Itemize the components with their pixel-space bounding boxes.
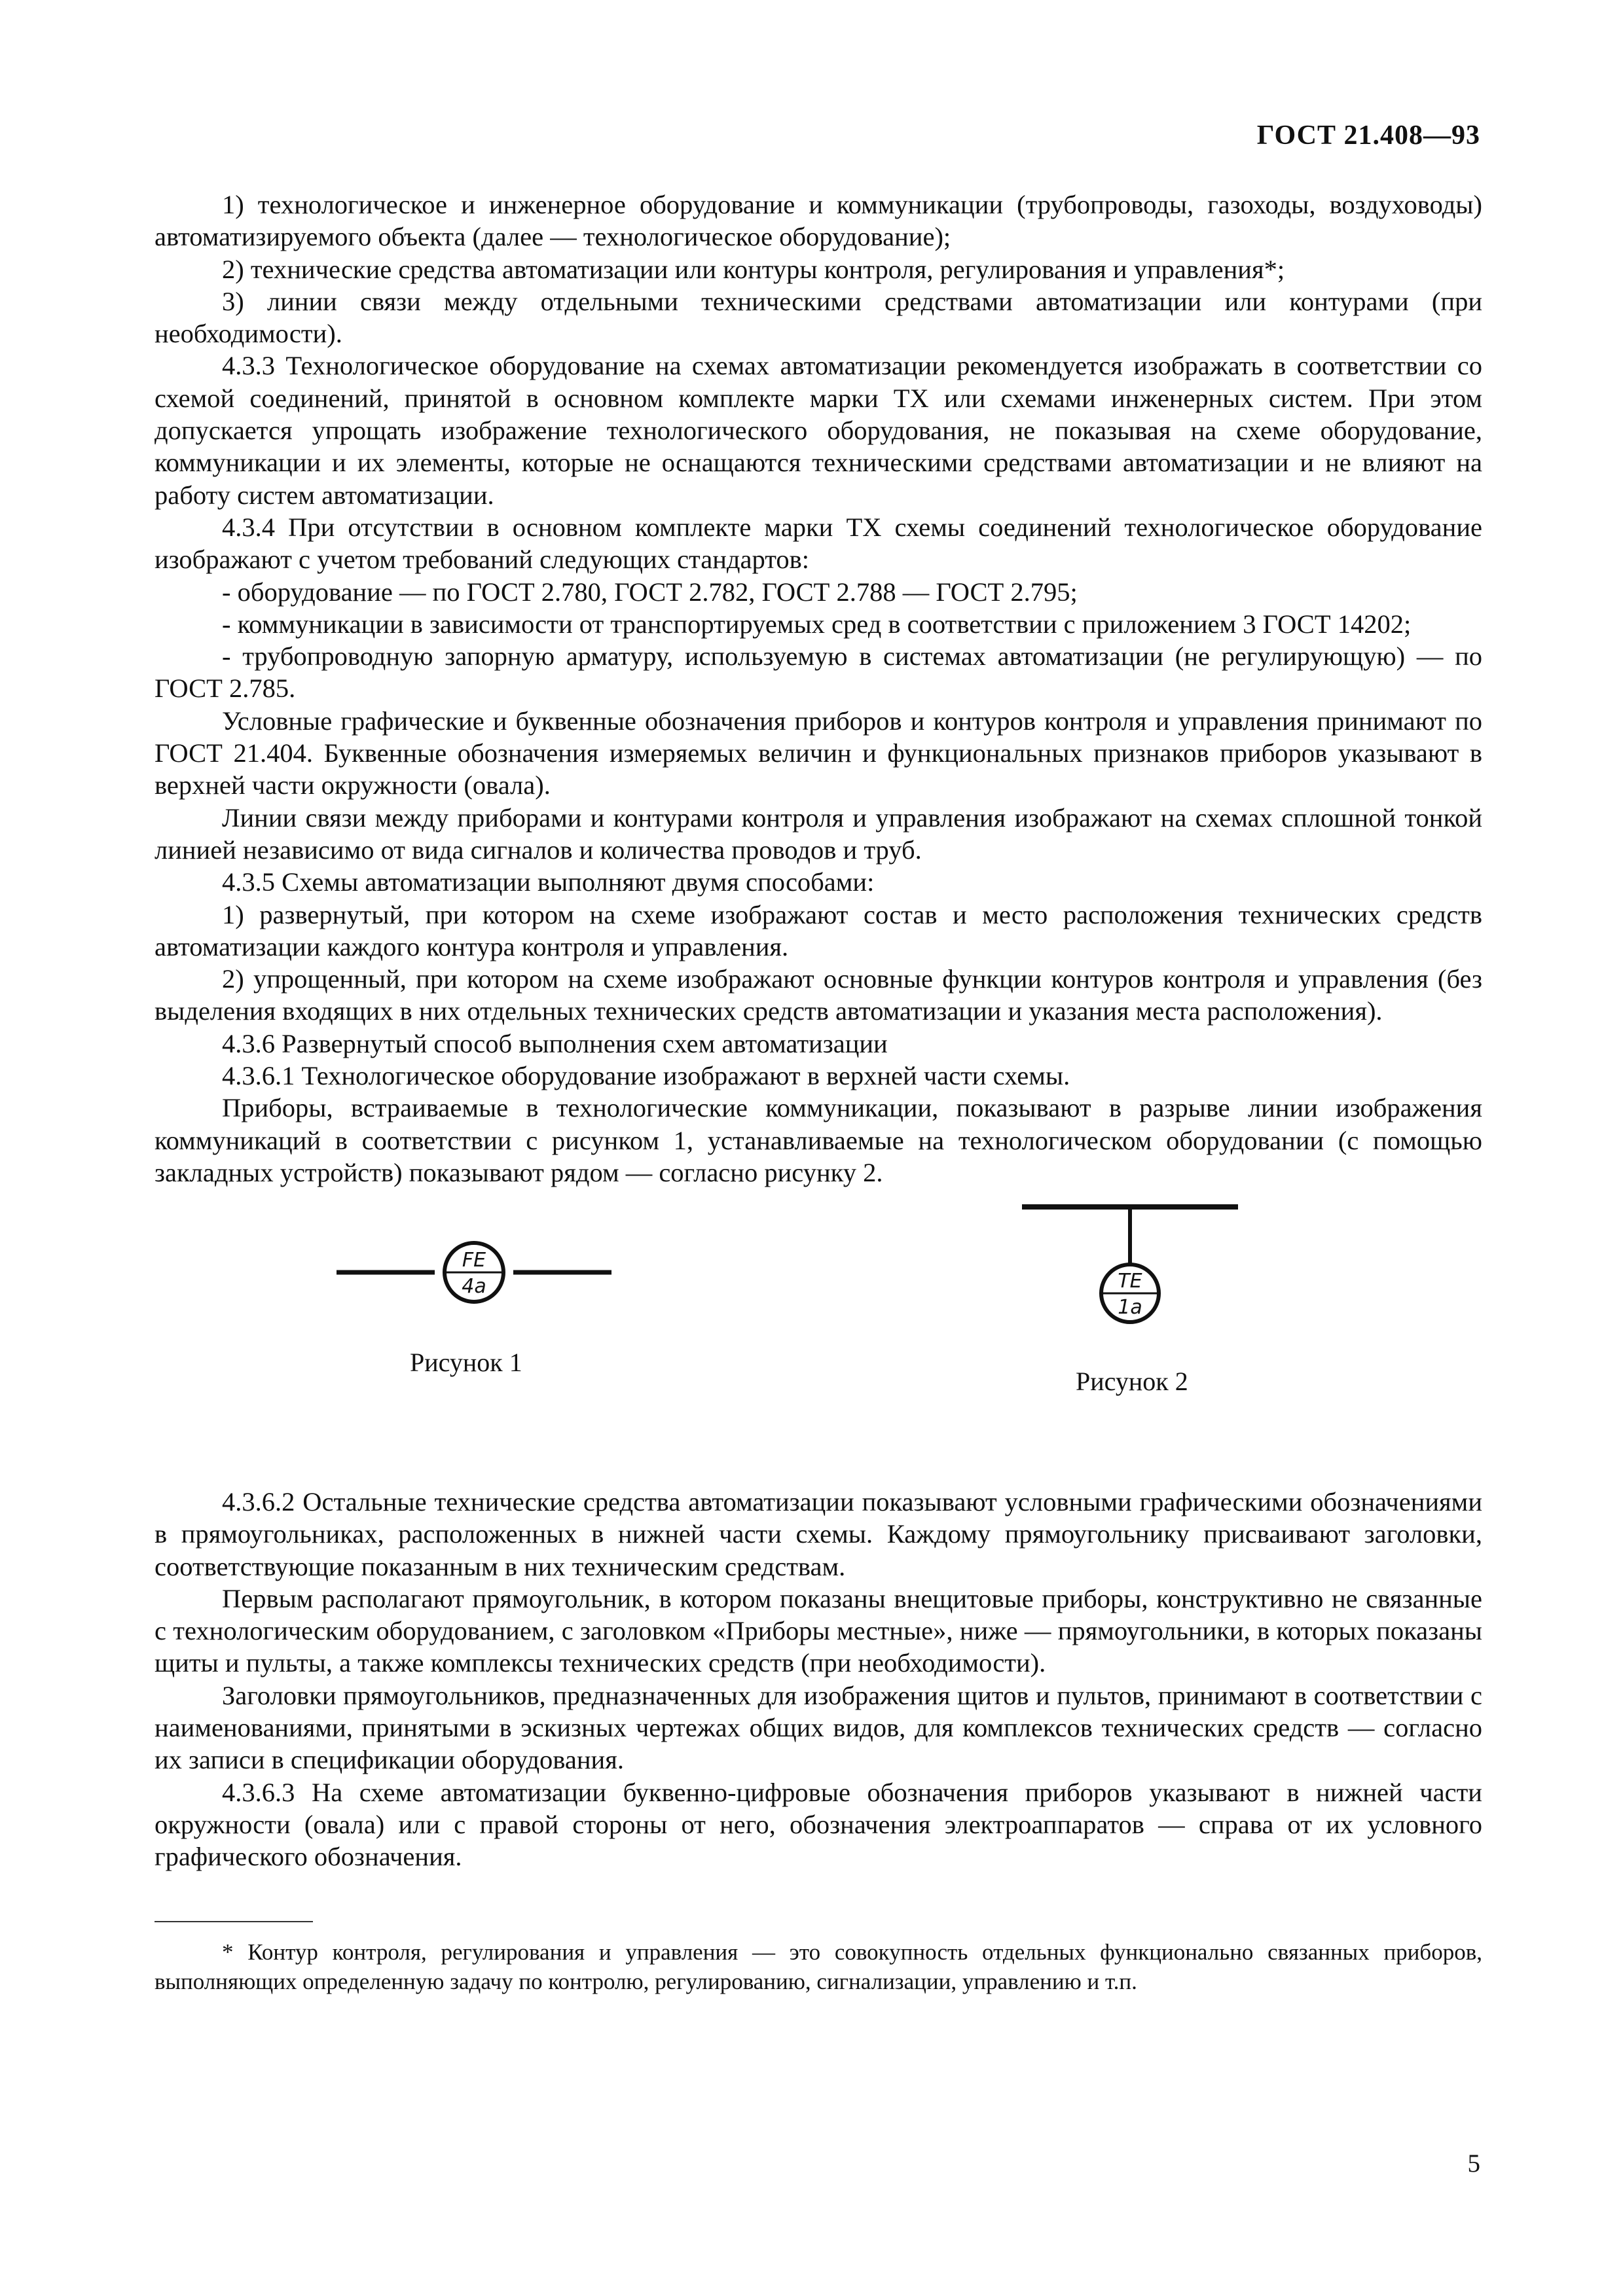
page-number: 5	[1467, 2149, 1480, 2178]
footnote	[155, 1937, 1482, 1996]
instrument-label-top: TE	[1118, 1270, 1142, 1293]
paragraph: Линии связи между приборами и контурами контроля и управления изображают на схемах сплошной тонкой линией независимо от вида сигналов и количества проводов и труб.	[155, 802, 1482, 865]
body-text-top	[155, 188, 1482, 1459]
figure-2-diagram	[1022, 1200, 1238, 1331]
paragraph: - коммуникации в зависимости от транспортируемых сред в соответствии с приложением 3 ГОСТ 14202;	[222, 609, 1412, 639]
document-header-code: ГОСТ 21.408—93	[1256, 120, 1480, 151]
paragraph: - трубопроводную запорную арматуру, используемую в системах автоматизации (не регулирующую) — по ГОСТ 2.785.	[155, 641, 1482, 704]
footnote-separator	[155, 1921, 313, 1922]
instrument-label-bottom: 4a	[462, 1275, 486, 1299]
paragraph: 4.3.4 При отсутствии в основном комплекте марки ТХ схемы соединений технологическое оборудование изображают с учетом требований следующих стандартов:	[155, 512, 1482, 575]
paragraph: Условные графические и буквенные обозначения приборов и контуров контроля и управления принимают по ГОСТ 21.404. Буквенные обозначения измеряемых величин и функциональных признаков приборов указывают в верхней части окружности (овала).	[155, 706, 1482, 800]
paragraph: Заголовки прямоугольников, предназначенных для изображения щитов и пультов, принимают в соответствии с наименованиями, принятыми в эскизных чертежах общих видов, для комплексов технических средств — согласно их записи в спецификации оборудования.	[155, 1680, 1482, 1775]
figure-1-diagram	[337, 1236, 611, 1308]
instrument-label-top: FE	[462, 1249, 486, 1272]
paragraph: 1) развернутый, при котором на схеме изображают состав и место расположения технических средств автоматизации каждого контура контроля и управления.	[155, 899, 1482, 961]
paragraph: Приборы, встраиваемые в технологические коммуникации, показывают в разрыве линии изображения коммуникаций в соответствии с рисунком 1, устанавливаемые на технологическом оборудовании (с помощью закладных устройств) показывают рядом — согласно рисунку 2.	[155, 1093, 1482, 1187]
paragraph: 2) технические средства автоматизации или контуры контроля, регулирования и управления*;	[222, 254, 1285, 284]
instrument-label-bottom: 1a	[1118, 1296, 1142, 1319]
paragraph: 3) линии связи между отдельными техническими средствами автоматизации или контурами (при необходимости).	[155, 286, 1482, 349]
paragraph: 4.3.3 Технологическое оборудование на схемах автоматизации рекомендуется изображать в соответствии со схемой соединений, принятой в основном комплекте марки ТХ или схемами инженерных систем. При этом допускается упрощать изображение технологического оборудования, не показывая на схеме оборудование, коммуникации и их элементы, которые не оснащаются техническими средствами автоматизации и не влияют на работу систем автоматизации.	[155, 351, 1482, 510]
figures-area	[155, 1200, 1482, 1459]
paragraph: 4.3.5 Схемы автоматизации выполняют двумя способами:	[222, 867, 875, 897]
figure-1-caption: Рисунок 1	[410, 1348, 522, 1378]
body-text-bottom	[155, 1486, 1482, 1873]
paragraph: 4.3.6 Развернутый способ выполнения схем автоматизации	[222, 1028, 888, 1058]
paragraph: 4.3.6.1 Технологическое оборудование изображают в верхней части схемы.	[222, 1061, 1070, 1091]
footnote-text: * Контур контроля, регулирования и управления — это совокупность отдельных функционально связанных приборов, выполняющих определенную задачу по контролю, регулированию, сигнализации, управлению и т.п.	[155, 1939, 1482, 1994]
paragraph: 1) технологическое и инженерное оборудование и коммуникации (трубопроводы, газоходы, воздуховоды) автоматизируемого объекта (далее — технологическое оборудование);	[155, 190, 1482, 252]
paragraph: 2) упрощенный, при котором на схеме изображают основные функции контуров контроля и управления (без выделения входящих в них отдельных технических средств автоматизации и указания места расположения).	[155, 964, 1482, 1026]
paragraph: - оборудование — по ГОСТ 2.780, ГОСТ 2.782, ГОСТ 2.788 — ГОСТ 2.795;	[222, 577, 1078, 607]
figure-2-caption: Рисунок 2	[1076, 1367, 1188, 1397]
paragraph: 4.3.6.2 Остальные технические средства автоматизации показывают условными графическими обозначениями в прямоугольниках, расположенных в нижней части схемы. Каждому прямоугольнику присваивают заголовки, соответствующие показанным в них техническим средствам.	[155, 1487, 1482, 1581]
paragraph: 4.3.6.3 На схеме автоматизации буквенно-цифровые обозначения приборов указывают в нижней части окружности (овала) или с правой стороны от него, обозначения электроаппаратов — справа от их условного графического обозначения.	[155, 1777, 1482, 1872]
paragraph: Первым располагают прямоугольник, в котором показаны внещитовые приборы, конструктивно не связанные с технологическим оборудованием, с заголовком «Приборы местные», ниже — прямоугольники, в которых показаны щиты и пульты, а также комплексы технических средств (при необходимости).	[155, 1583, 1482, 1678]
